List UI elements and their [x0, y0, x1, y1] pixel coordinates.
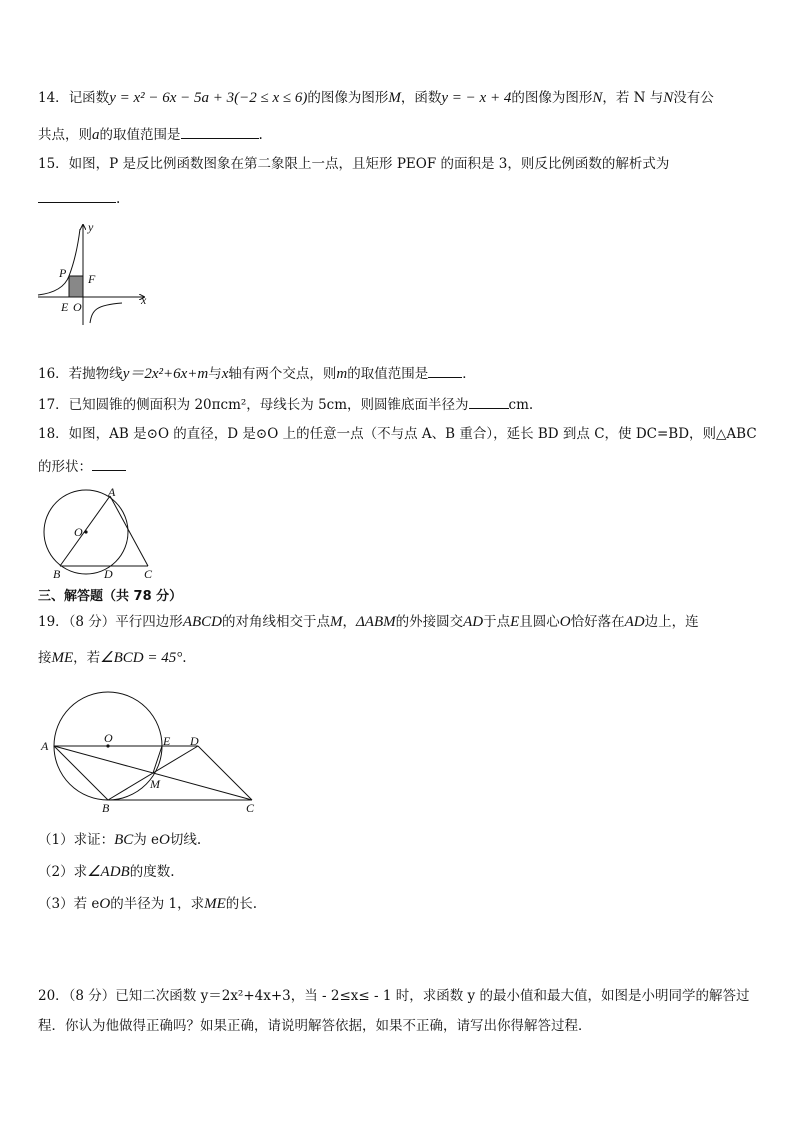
- q15-text: .: [116, 191, 121, 207]
- q18-center-dot: [84, 530, 87, 533]
- q19-text: 切线.: [169, 832, 202, 848]
- q18-line1: [38, 424, 757, 444]
- q19-segment-AB: [54, 746, 108, 800]
- q18-answer-blank[interactable]: [92, 456, 126, 471]
- q18-line2: [38, 456, 126, 477]
- q19-angle: ∠BCD = 45°: [100, 650, 183, 666]
- q14-text: .: [258, 127, 263, 143]
- q18-label-B: B: [53, 567, 61, 581]
- section-heading: 三、解答题（共 78 分）: [38, 589, 183, 604]
- q15-figure: [30, 215, 160, 327]
- q19-text: 的外接圆交: [395, 614, 464, 630]
- q14-line2: [38, 124, 263, 145]
- q19-figure: [36, 690, 268, 815]
- q19-var: O: [99, 896, 111, 912]
- q14-text: 共点，则: [38, 127, 92, 143]
- q19-label-A: A: [41, 739, 49, 753]
- q19-text: （1）求证：: [38, 832, 115, 848]
- q16-var-x: x: [221, 366, 229, 382]
- q15-text: 15．如图，P 是反比例函数图象在第二象限上一点，且矩形 PEOF 的面积是 3，则反比例函数的解析式为: [38, 156, 670, 172]
- q19-sub3: [38, 894, 257, 914]
- q15-line1: [38, 154, 669, 174]
- q14-var-M: M: [388, 90, 401, 106]
- q19-line1: [38, 612, 699, 632]
- q14-text: 的取值范围是: [99, 127, 181, 143]
- q18-label-A: A: [108, 486, 116, 499]
- q15-label-x: x: [141, 293, 147, 307]
- q14-text: 的图像为图形: [511, 90, 593, 106]
- q16-answer-blank[interactable]: [428, 363, 462, 378]
- q19-sub2: [38, 862, 175, 882]
- q19-text: .: [182, 650, 187, 666]
- q19-text: 的长.: [225, 896, 258, 912]
- q19-var: AD: [463, 614, 484, 630]
- q16-text: 的取值范围是: [347, 366, 429, 382]
- q14-text: 没有公: [673, 90, 714, 106]
- q19-text: 的度数.: [129, 864, 175, 880]
- q18-text: 的形状：: [38, 459, 92, 475]
- q14-formula-1: y = x² − 6x − 5a + 3(−2 ≤ x ≤ 6): [109, 90, 308, 106]
- q20-line2: [38, 1016, 592, 1036]
- q19-var: ME: [51, 650, 74, 666]
- q16-text: 与: [208, 366, 222, 382]
- q16-formula: y＝2x²+6x+m: [122, 366, 209, 382]
- q18-figure: [36, 486, 166, 582]
- q19-label-O: O: [104, 731, 113, 745]
- q14-number: 14．: [38, 90, 69, 106]
- q19-var: O: [159, 832, 170, 848]
- q19-var: ABCD: [182, 614, 222, 630]
- q16-var-m: m: [336, 366, 348, 382]
- q17-answer-blank[interactable]: [469, 394, 509, 409]
- q18-label-D: D: [104, 567, 113, 581]
- q19-label-E: E: [163, 734, 171, 748]
- q19-text: 接: [38, 650, 52, 666]
- q15-answer-blank[interactable]: [38, 188, 116, 203]
- q14-text: ，若 N 与: [602, 90, 664, 106]
- q15-line2: [38, 188, 120, 209]
- q19-text: 的对角线相交于点: [221, 614, 330, 630]
- q19-label-D: D: [190, 734, 199, 748]
- q19-var: M: [329, 614, 343, 630]
- q19-line2: [38, 648, 187, 668]
- q17-text: 17．已知圆锥的侧面积为 20πcm²，母线长为 5cm，则圆锥底面半径为: [38, 397, 469, 413]
- q14-text: 的图像为图形: [307, 90, 389, 106]
- q19-text: 恰好落在: [570, 614, 625, 630]
- q15-label-O: O: [73, 300, 82, 314]
- q19-label-M: M: [150, 777, 160, 791]
- q15-label-P: P: [59, 266, 67, 280]
- q19-var: AD: [624, 614, 645, 630]
- q18-label-C: C: [144, 567, 153, 581]
- q15-label-E: E: [61, 300, 69, 314]
- q14-answer-blank[interactable]: [181, 124, 259, 139]
- q18-label-O: O: [74, 525, 83, 539]
- q19-text: 且圆心: [519, 614, 560, 630]
- q16-text: 轴有两个交点，则: [228, 366, 337, 382]
- q19-text: ，: [342, 614, 356, 630]
- q19-var: ME: [204, 896, 226, 912]
- q16-line: [38, 363, 476, 384]
- q16-text: ．: [462, 366, 476, 382]
- q15-hyperbola-branch-4: [90, 303, 122, 323]
- q19-text: 19．（8 分）平行四边形: [38, 614, 183, 630]
- q19-var: BC: [114, 832, 134, 848]
- q19-text: （2）求: [38, 864, 88, 880]
- q20-line1: [38, 986, 749, 1006]
- q19-var: E: [510, 614, 520, 630]
- q19-text: 于点: [483, 614, 511, 630]
- q19-label-C: C: [246, 801, 255, 815]
- q19-text: ，若: [73, 650, 101, 666]
- q14-line1: [38, 88, 714, 108]
- q14-formula-2: y = − x + 4: [441, 90, 512, 106]
- q19-label-B: B: [102, 801, 110, 815]
- q16-text: 16．若抛物线: [38, 366, 123, 382]
- q18-text: 18．如图，AB 是⊙O 的直径，D 是⊙O 上的任意一点（不与点 A、B 重合），延长 BD 到点 C，使 DC=BD，则△ABC: [38, 426, 757, 442]
- q20-text: 20．（8 分）已知二次函数 y＝2x²+4x+3，当 - 2≤x≤ - 1 时，求函数 y 的最小值和最大值，如图是小明同学的解答过: [38, 988, 750, 1004]
- q19-text: （3）若 e: [38, 896, 100, 912]
- q19-segment-DC: [198, 746, 252, 800]
- q15-label-y: y: [88, 220, 94, 234]
- q19-text: 的半径为 1，求: [110, 896, 205, 912]
- q14-text: ，函数: [400, 90, 442, 106]
- q19-text: 边上，连: [644, 614, 699, 630]
- q20-text: 程．你认为他做得正确吗？如果正确，请说明解答依据，如果不正确，请写出你得解答过程．: [38, 1018, 592, 1034]
- q14-var-N: N: [663, 90, 674, 106]
- q17-text: cm.: [508, 397, 534, 413]
- q19-var: ∠ADB: [87, 864, 130, 880]
- q19-sub1: [38, 830, 201, 850]
- q19-var: ΔABM: [355, 614, 396, 630]
- q15-label-F: F: [88, 272, 96, 286]
- q19-var: O: [559, 614, 571, 630]
- q14-text: 记函数: [68, 90, 110, 106]
- q17-line: [38, 394, 533, 415]
- q19-text: 为 e: [133, 832, 160, 848]
- q14-var-a: a: [92, 127, 100, 143]
- q14-var-N: N: [592, 90, 603, 106]
- q15-rectangle-peof: [69, 276, 83, 297]
- q18-segment-AC: [110, 496, 148, 566]
